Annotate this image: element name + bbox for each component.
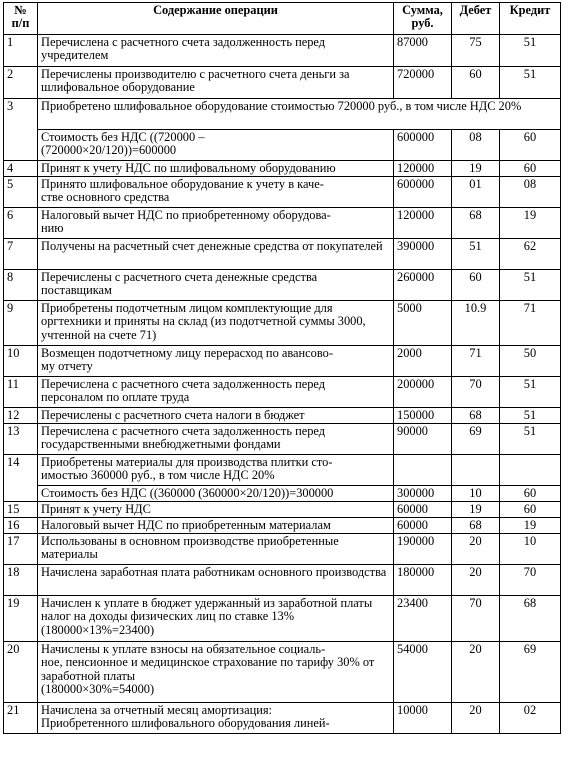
row-num: 11 <box>4 377 38 408</box>
row-description: Принято шлифовальное оборудование к учету в каче- стве основного средства <box>38 177 394 208</box>
table-row <box>4 99 561 130</box>
row-credit: 19 <box>500 518 561 534</box>
row-credit: 51 <box>500 377 561 408</box>
row-num: 1 <box>4 35 38 67</box>
row-num: 2 <box>4 67 38 99</box>
row-debit: 20 <box>452 642 500 703</box>
row-description: Приобретены материалы для производства плитки сто- имостью 360000 руб., в том числе НДС 20% <box>38 455 394 486</box>
row-num: 14 <box>4 455 38 502</box>
row-description: Налоговый вычет НДС по приобретенному оборудова- нию <box>38 208 394 239</box>
row-sum: 5000 <box>394 301 452 346</box>
row-num: 7 <box>4 239 38 270</box>
row-sum: 60000 <box>394 502 452 518</box>
row-description: Приобретено шлифовальное оборудование стоимостью 720000 руб., в том числе НДС 20% <box>38 99 561 130</box>
table-row <box>4 208 561 239</box>
row-debit: 19 <box>452 161 500 177</box>
row-sum: 180000 <box>394 565 452 596</box>
row-debit: 69 <box>452 424 500 455</box>
row-num: 20 <box>4 642 38 703</box>
header-credit: Кредит <box>500 3 561 35</box>
row-debit: 68 <box>452 208 500 239</box>
row-debit: 70 <box>452 377 500 408</box>
row-description: Стоимость без НДС ((720000 – (720000×20/120))=600000 <box>38 130 394 161</box>
row-num: 21 <box>4 703 38 734</box>
row-sum: 60000 <box>394 518 452 534</box>
row-num: 17 <box>4 534 38 565</box>
row-description: Перечислена с расчетного счета задолженность перед учредителем <box>38 35 394 67</box>
table-row <box>4 424 561 455</box>
row-credit: 51 <box>500 35 561 67</box>
table-header-row <box>4 3 561 35</box>
table-row <box>4 596 561 642</box>
row-debit: 20 <box>452 703 500 734</box>
header-num: № п/п <box>4 3 38 35</box>
row-credit: 71 <box>500 301 561 346</box>
row-sum: 87000 <box>394 35 452 67</box>
row-sum: 600000 <box>394 177 452 208</box>
row-sum: 150000 <box>394 408 452 424</box>
row-credit: 51 <box>500 408 561 424</box>
row-sum: 300000 <box>394 486 452 502</box>
row-credit: 51 <box>500 270 561 301</box>
row-credit: 10 <box>500 534 561 565</box>
table-row <box>4 377 561 408</box>
row-debit: 60 <box>452 67 500 99</box>
row-sum: 200000 <box>394 377 452 408</box>
row-credit: 60 <box>500 161 561 177</box>
row-num: 18 <box>4 565 38 596</box>
row-credit: 68 <box>500 596 561 642</box>
row-num: 12 <box>4 408 38 424</box>
row-sum: 260000 <box>394 270 452 301</box>
row-sum: 390000 <box>394 239 452 270</box>
row-description: Перечислены с расчетного счета налоги в бюджет <box>38 408 394 424</box>
row-num: 15 <box>4 502 38 518</box>
row-sum: 120000 <box>394 208 452 239</box>
table-row <box>4 239 561 270</box>
row-num: 10 <box>4 346 38 377</box>
row-sum: 54000 <box>394 642 452 703</box>
header-debit: Дебет <box>452 3 500 35</box>
row-sum: 23400 <box>394 596 452 642</box>
table-row <box>4 518 561 534</box>
row-num: 16 <box>4 518 38 534</box>
table-row <box>4 270 561 301</box>
table-row <box>4 67 561 99</box>
table-row <box>4 486 561 502</box>
row-num: 3 <box>4 99 38 161</box>
row-debit: 20 <box>452 534 500 565</box>
row-sum: 720000 <box>394 67 452 99</box>
row-num: 4 <box>4 161 38 177</box>
row-debit: 10 <box>452 486 500 502</box>
row-debit: 10.9 <box>452 301 500 346</box>
row-debit: 71 <box>452 346 500 377</box>
table-row <box>4 161 561 177</box>
row-debit: 75 <box>452 35 500 67</box>
table-row <box>4 455 561 486</box>
row-credit: 51 <box>500 67 561 99</box>
table-row <box>4 642 561 703</box>
row-description: Начислена заработная плата работникам основного производства <box>38 565 394 596</box>
row-sum: 190000 <box>394 534 452 565</box>
row-credit: 62 <box>500 239 561 270</box>
row-num: 13 <box>4 424 38 455</box>
row-description: Налоговый вычет НДС по приобретенным материалам <box>38 518 394 534</box>
row-debit: 20 <box>452 565 500 596</box>
table-row <box>4 534 561 565</box>
row-description: Принят к учету НДС по шлифовальному оборудованию <box>38 161 394 177</box>
row-description: Начислены к уплате взносы на обязательное социаль- ное, пенсионное и медицинское страхование по тарифу 30% от заработной платы (180000×30%=54000) <box>38 642 394 703</box>
row-debit-empty <box>452 455 500 486</box>
row-num: 6 <box>4 208 38 239</box>
row-credit-empty <box>500 455 561 486</box>
row-credit: 70 <box>500 565 561 596</box>
row-sum: 90000 <box>394 424 452 455</box>
row-debit: 51 <box>452 239 500 270</box>
row-description: Перечислены с расчетного счета денежные средства поставщикам <box>38 270 394 301</box>
row-credit: 50 <box>500 346 561 377</box>
row-description: Стоимость без НДС ((360000 (360000×20/120))=300000 <box>38 486 394 502</box>
table-row <box>4 408 561 424</box>
row-sum-empty <box>394 455 452 486</box>
row-credit: 60 <box>500 502 561 518</box>
row-debit: 60 <box>452 270 500 301</box>
table-row <box>4 346 561 377</box>
row-num: 8 <box>4 270 38 301</box>
row-description: Перечислена с расчетного счета задолженность перед государственными внебюджетными фондами <box>38 424 394 455</box>
row-description: Приобретены подотчетным лицом комплектующие для оргтехники и приняты на склад (из подотчетной суммы 3000, учтенной на счете 71) <box>38 301 394 346</box>
row-credit: 08 <box>500 177 561 208</box>
row-description: Возмещен подотчетному лицу перерасход по авансово- му отчету <box>38 346 394 377</box>
ledger-page <box>3 2 560 734</box>
row-debit: 68 <box>452 518 500 534</box>
row-credit: 60 <box>500 486 561 502</box>
row-sum: 600000 <box>394 130 452 161</box>
row-credit: 02 <box>500 703 561 734</box>
row-description: Получены на расчетный счет денежные средства от покупателей <box>38 239 394 270</box>
header-description: Содержание операции <box>38 3 394 35</box>
table-row <box>4 177 561 208</box>
row-debit: 70 <box>452 596 500 642</box>
row-description: Использованы в основном производстве приобретенные материалы <box>38 534 394 565</box>
header-sum: Сумма, руб. <box>394 3 452 35</box>
table-row <box>4 130 561 161</box>
row-num: 9 <box>4 301 38 346</box>
row-credit: 69 <box>500 642 561 703</box>
table-row <box>4 502 561 518</box>
row-debit: 19 <box>452 502 500 518</box>
row-sum: 10000 <box>394 703 452 734</box>
row-sum: 120000 <box>394 161 452 177</box>
row-credit: 51 <box>500 424 561 455</box>
row-debit: 68 <box>452 408 500 424</box>
row-debit: 01 <box>452 177 500 208</box>
row-credit: 19 <box>500 208 561 239</box>
row-description: Начислена за отчетный месяц амортизация: Приобретенного шлифовального оборудования линей- <box>38 703 394 734</box>
table-row <box>4 565 561 596</box>
row-description: Принят к учету НДС <box>38 502 394 518</box>
row-description: Начислен к уплате в бюджет удержанный из заработной платы налог на доходы физических лиц по ставке 13% (180000×13%=23400) <box>38 596 394 642</box>
table-row <box>4 35 561 67</box>
table-row <box>4 301 561 346</box>
row-debit: 08 <box>452 130 500 161</box>
row-description: Перечислена с расчетного счета задолженность перед персоналом по оплате труда <box>38 377 394 408</box>
journal-entries-table <box>3 2 561 734</box>
row-description: Перечислены производителю с расчетного счета деньги за шлифовальное оборудование <box>38 67 394 99</box>
row-num: 19 <box>4 596 38 642</box>
row-sum: 2000 <box>394 346 452 377</box>
row-credit: 60 <box>500 130 561 161</box>
row-num: 5 <box>4 177 38 208</box>
table-row <box>4 703 561 734</box>
